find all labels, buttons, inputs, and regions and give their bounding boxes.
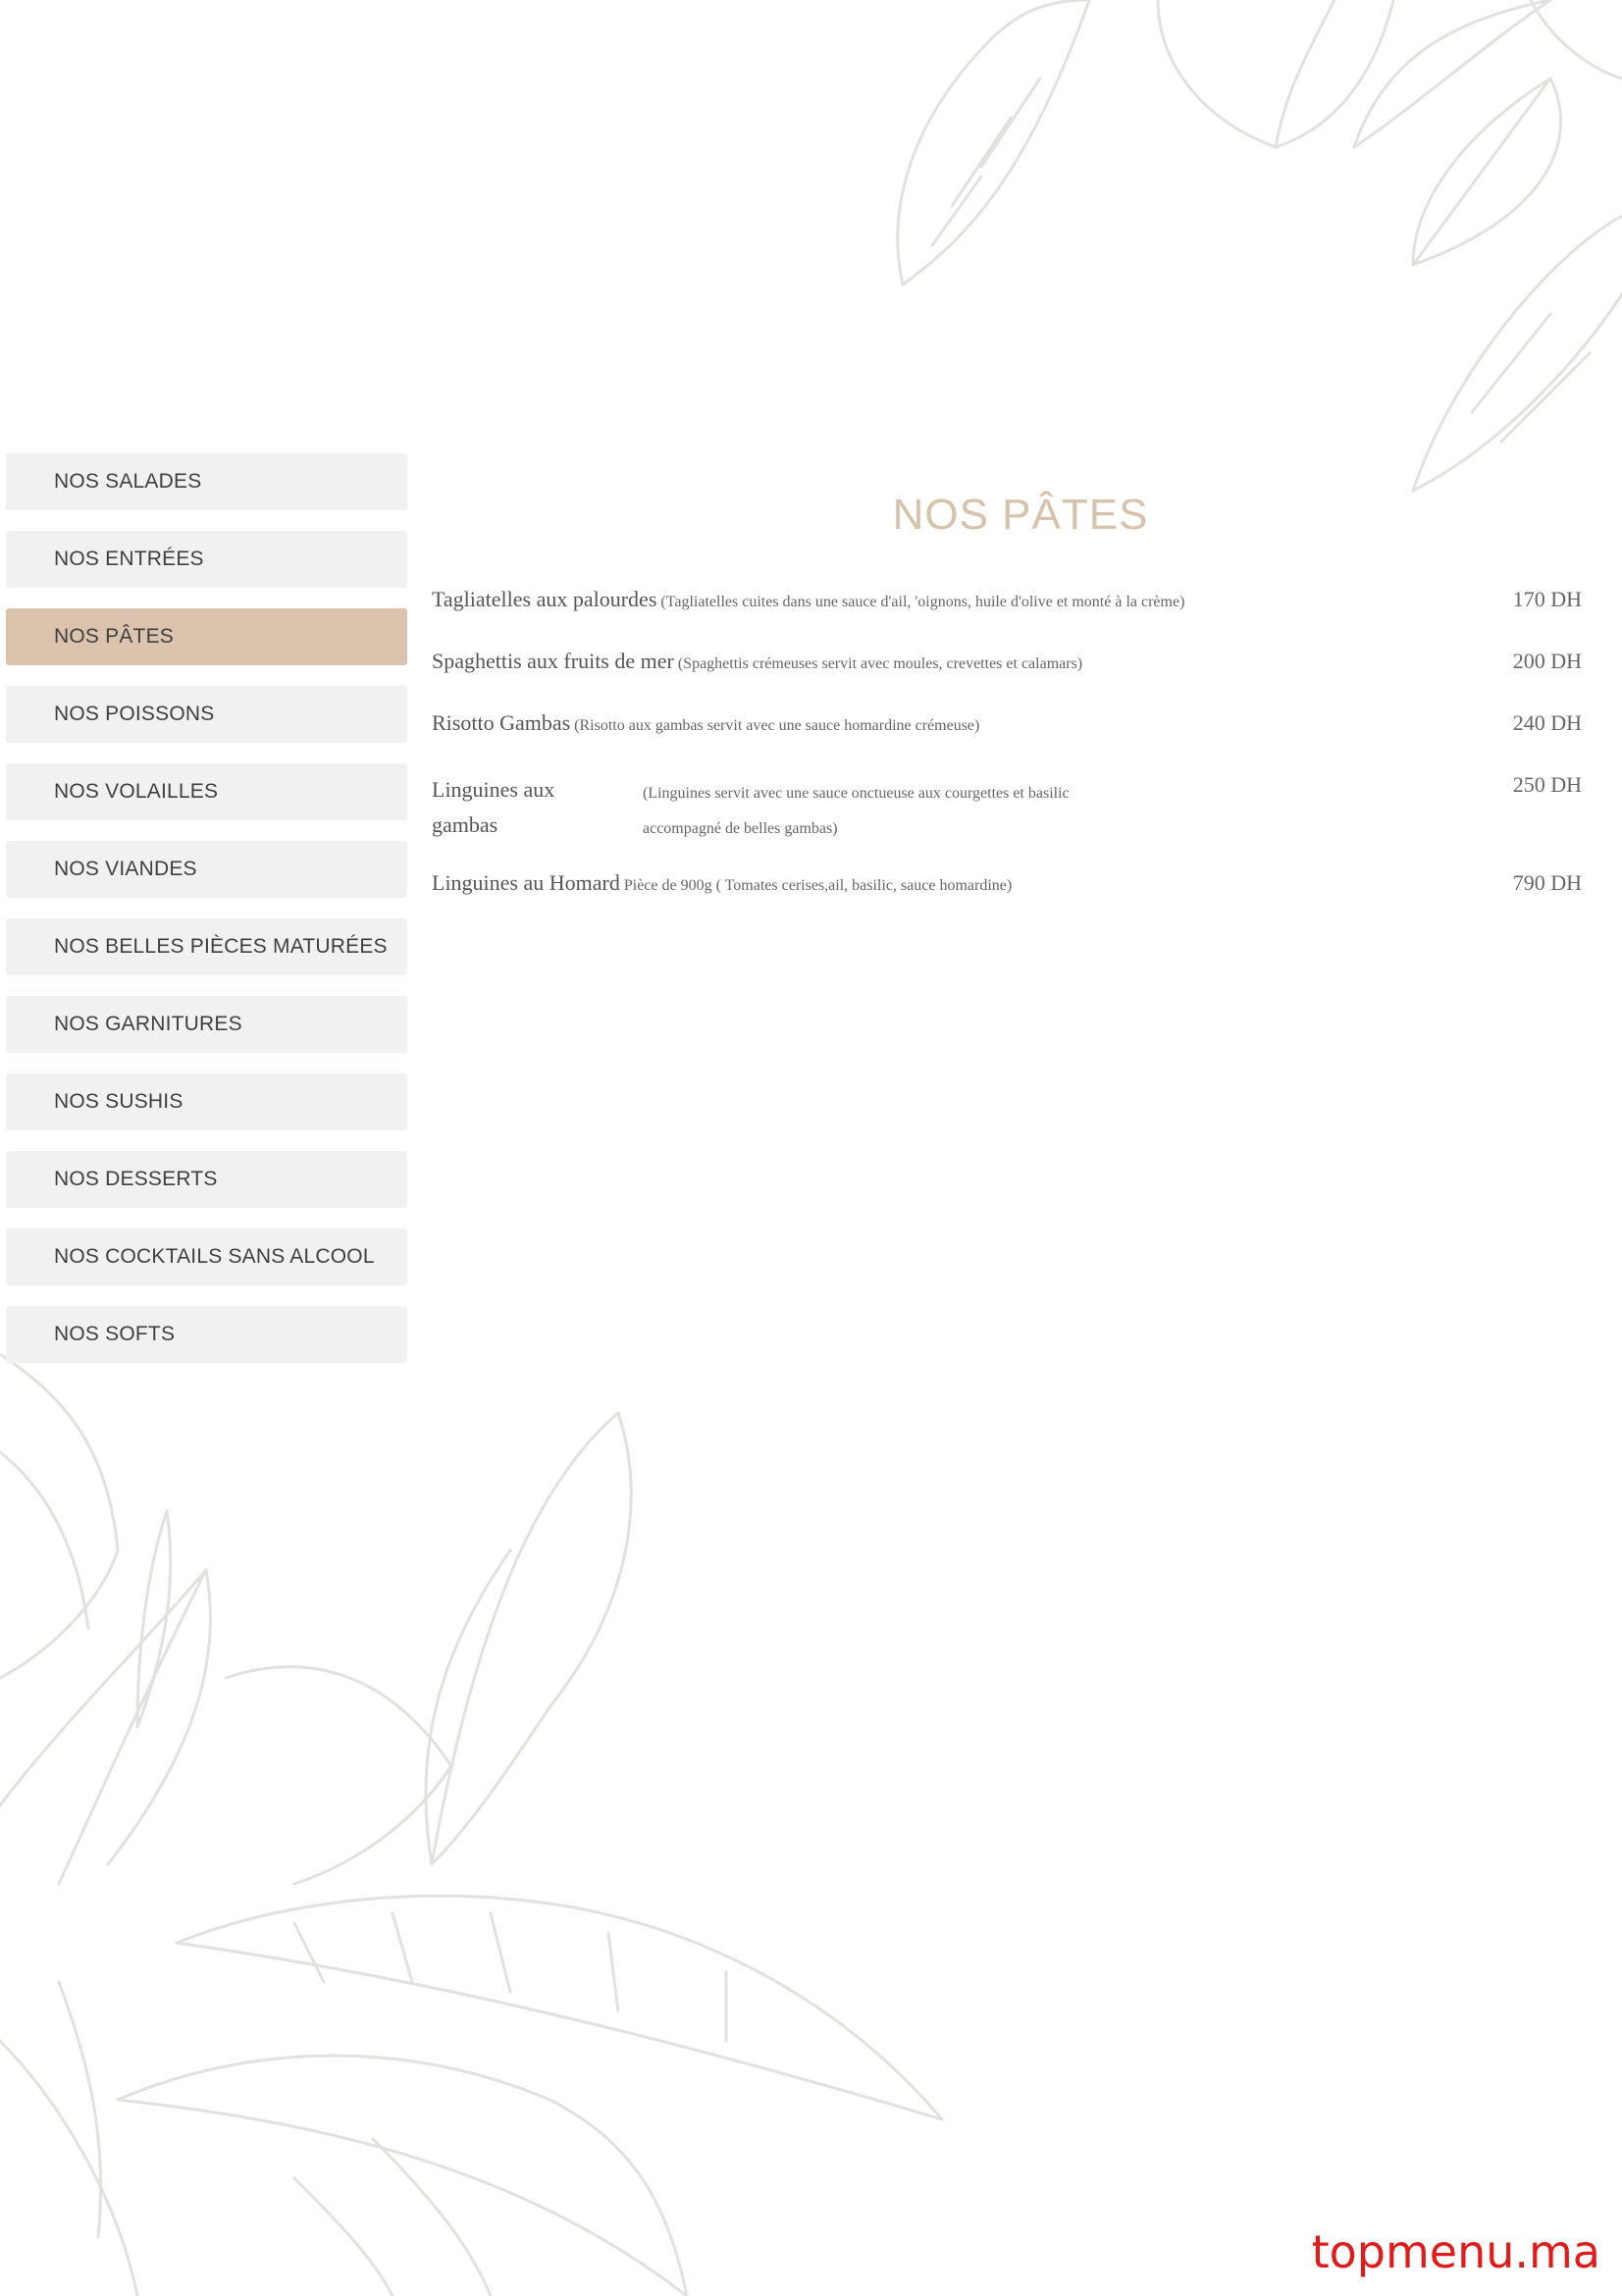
nav-item-desserts[interactable]: NOS DESSERTS: [6, 1151, 407, 1208]
menu-item: [432, 587, 1582, 649]
nav-item-viandes[interactable]: NOS VIANDES: [6, 841, 407, 898]
menu-item-price: 790 DH: [1512, 870, 1582, 895]
nav-item-belles-pieces[interactable]: NOS BELLES PIÈCES MATURÉES: [6, 918, 407, 975]
menu-item-description: (Risotto aux gambas servit avec une sauce homardine crémeuse): [574, 717, 980, 734]
menu-item-description: (Tagliatelles cuites dans une sauce d'ail, 'oignons, huile d'olive et monté à la crème): [660, 594, 1185, 610]
menu-item: [432, 710, 1582, 772]
section-title: NOS PÂTES: [892, 491, 1149, 539]
nav-item-entrees[interactable]: NOS ENTRÉES: [6, 531, 407, 588]
nav-item-poissons[interactable]: NOS POISSONS: [6, 686, 407, 743]
menu-item-description: (Linguines servit avec une sauce onctueuse aux courgettes et basilic accompagné de belles gambas): [643, 785, 1070, 837]
menu-item-price: 200 DH: [1512, 649, 1582, 673]
menu-item-name: Spaghettis aux fruits de mer: [432, 649, 674, 673]
category-sidebar: [6, 453, 407, 1383]
menu-item-name: Linguines au Homard: [432, 870, 620, 895]
menu-item-name: Risotto Gambas: [432, 710, 571, 735]
menu-item-name: Tagliatelles aux palourdes: [432, 587, 657, 611]
nav-item-salades[interactable]: NOS SALADES: [6, 453, 407, 510]
nav-item-softs[interactable]: NOS SOFTS: [6, 1306, 407, 1363]
menu-item-description: (Spaghettis crémeuses servit avec moules, crevettes et calamars): [677, 655, 1083, 672]
menu-item-list: [432, 587, 1582, 932]
menu-item: [432, 870, 1582, 932]
nav-item-pates[interactable]: NOS PÂTES: [6, 608, 407, 665]
nav-item-cocktails[interactable]: NOS COCKTAILS SANS ALCOOL: [6, 1228, 407, 1285]
nav-item-garnitures[interactable]: NOS GARNITURES: [6, 996, 407, 1053]
menu-item-price: 170 DH: [1512, 587, 1582, 611]
leaf-illustration-top: [863, 0, 1622, 500]
menu-item-price: 250 DH: [1512, 772, 1582, 797]
leaf-illustration-bottom: [0, 1354, 962, 2296]
menu-item: [432, 772, 1582, 870]
menu-item-price: 240 DH: [1512, 710, 1582, 735]
menu-item-description: Pièce de 900g ( Tomates cerises,ail, basilic, sauce homardine): [623, 877, 1013, 894]
nav-item-volailles[interactable]: NOS VOLAILLES: [6, 763, 407, 820]
nav-item-sushis[interactable]: NOS SUSHIS: [6, 1073, 407, 1130]
menu-item-name: Linguines aux gambas: [432, 777, 555, 837]
watermark-text: topmenu.ma: [1311, 2225, 1600, 2278]
menu-item: [432, 649, 1582, 710]
